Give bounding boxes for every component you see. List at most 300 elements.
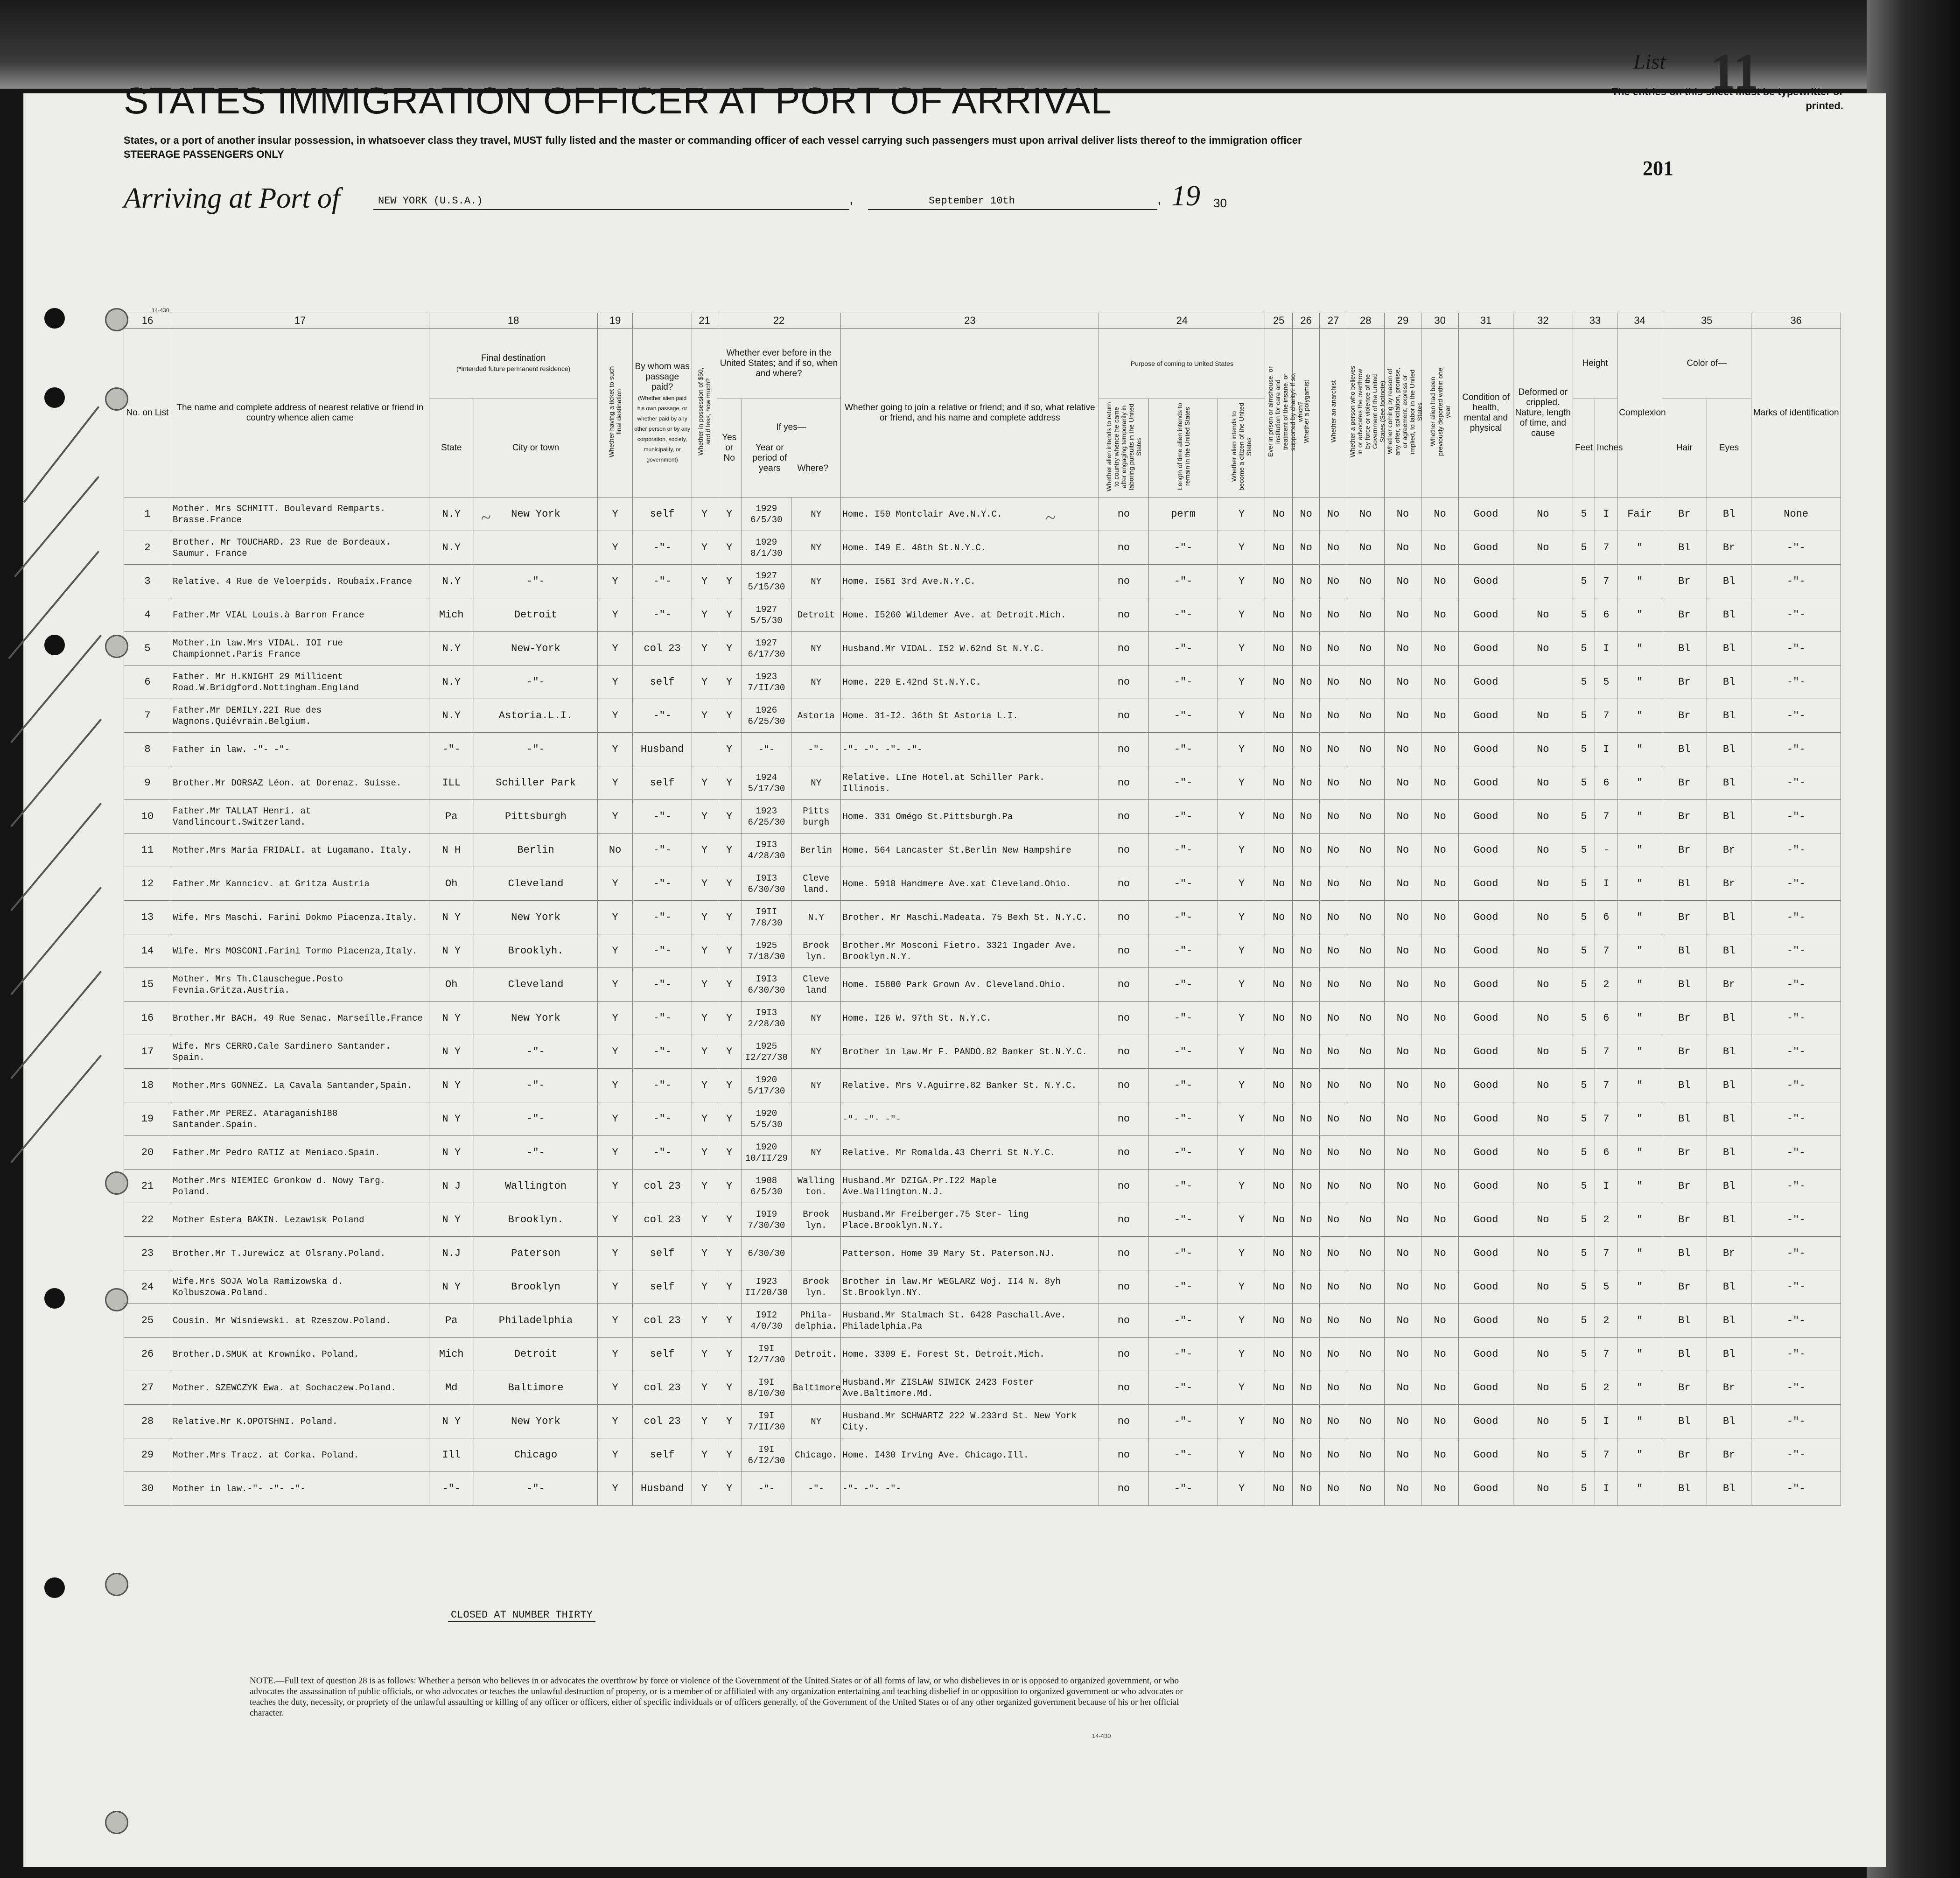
cell-pc: Y bbox=[1218, 1237, 1265, 1270]
cell-contract: No bbox=[1384, 1203, 1421, 1237]
cell-anarch: No bbox=[1320, 666, 1347, 699]
cell-complexion: " bbox=[1617, 1438, 1662, 1472]
cell-pa: no bbox=[1099, 666, 1148, 699]
cell-year: 1929 6/5/30 bbox=[742, 498, 791, 531]
cell-where: NY bbox=[791, 565, 841, 598]
cell-deformed: No bbox=[1513, 1270, 1573, 1304]
cell-feet: 5 bbox=[1573, 598, 1595, 632]
passenger-class: STEERAGE PASSENGERS ONLY bbox=[124, 148, 284, 160]
cell-ticket: Y bbox=[598, 1405, 632, 1438]
cell-money: Y bbox=[692, 1304, 717, 1338]
cell-deport: No bbox=[1421, 934, 1459, 968]
cell-poly: No bbox=[1292, 1472, 1319, 1506]
cell-paid: -"- bbox=[632, 968, 692, 1002]
cell-health: Good bbox=[1459, 1035, 1513, 1069]
col-no-on-list: No. on List bbox=[124, 329, 171, 498]
cell-yn: Y bbox=[717, 1371, 742, 1405]
cell-prison: No bbox=[1265, 766, 1292, 800]
cell-q28: No bbox=[1347, 1136, 1384, 1170]
cell-paid: col 23 bbox=[632, 632, 692, 666]
cell-year: 1929 8/1/30 bbox=[742, 531, 791, 565]
cell-year: I9I3 6/30/30 bbox=[742, 968, 791, 1002]
cell-eyes: Bl bbox=[1707, 1035, 1751, 1069]
cell-paid: Husband bbox=[632, 733, 692, 766]
cell-eyes: Bl bbox=[1707, 1472, 1751, 1506]
cell-deport: No bbox=[1421, 867, 1459, 901]
cell-complexion: " bbox=[1617, 1203, 1662, 1237]
cell-deformed: No bbox=[1513, 934, 1573, 968]
cell-marks: -"- bbox=[1751, 1438, 1841, 1472]
cell-where: Cleve land. bbox=[791, 867, 841, 901]
cell-where: -"- bbox=[791, 733, 841, 766]
cell-health: Good bbox=[1459, 531, 1513, 565]
cell-feet: 5 bbox=[1573, 733, 1595, 766]
cell-relative: Mother. SZEWCZYK Ewa. at Sochaczew.Poland. bbox=[171, 1371, 429, 1405]
cell-marks: -"- bbox=[1751, 699, 1841, 733]
binder-hole bbox=[105, 1811, 128, 1834]
cell-complexion: " bbox=[1617, 1405, 1662, 1438]
cell-complexion: " bbox=[1617, 1102, 1662, 1136]
cell-city: Cleveland bbox=[474, 867, 598, 901]
table-row bbox=[124, 632, 1841, 666]
arriving-label: Arriving at Port of bbox=[124, 182, 340, 214]
cell-health: Good bbox=[1459, 1069, 1513, 1102]
cell-yn: Y bbox=[717, 1170, 742, 1203]
document-title: STATES IMMIGRATION OFFICER AT PORT OF ARRIVAL bbox=[124, 80, 1112, 121]
col-state: State bbox=[429, 399, 474, 498]
cell-pc: Y bbox=[1218, 1102, 1265, 1136]
footnote: NOTE.—Full text of question 28 is as follows: Whether a person who believes in or advocates the overthrow by force or violence of the Government of the United States or of all forms of law, or who disbelieves in or is opposed to organized government, or who advocates the assassination of public officials, or who advocates or teaches the unlawful destruction of property, or is a member of or affiliated with any organization entertaining and teaching disbelief in or opposition to organized government or who advocates or teaches the duty, necessity, or propriety of the unlawful assaulting or killing of any officer or officers, either of specific individuals or of officers generally, of the Government of the United States or of any other organized government because of his or her official character. bbox=[250, 1676, 1183, 1718]
cell-no: 2 bbox=[124, 531, 171, 565]
cell-pb: -"- bbox=[1148, 666, 1218, 699]
cell-deformed: No bbox=[1513, 1102, 1573, 1136]
cell-pc: Y bbox=[1218, 531, 1265, 565]
cell-money: Y bbox=[692, 1035, 717, 1069]
cell-eyes: Bl bbox=[1707, 733, 1751, 766]
cell-poly: No bbox=[1292, 1203, 1319, 1237]
cell-inches: I bbox=[1595, 733, 1617, 766]
cell-deport: No bbox=[1421, 1069, 1459, 1102]
cell-pa: no bbox=[1099, 1102, 1148, 1136]
cell-yn: Y bbox=[717, 498, 742, 531]
cell-deport: No bbox=[1421, 1002, 1459, 1035]
cell-poly: No bbox=[1292, 867, 1319, 901]
cell-pa: no bbox=[1099, 1338, 1148, 1371]
cell-contract: No bbox=[1384, 666, 1421, 699]
manifest-table bbox=[124, 313, 1841, 1506]
table-row bbox=[124, 733, 1841, 766]
cell-marks: -"- bbox=[1751, 1069, 1841, 1102]
cell-feet: 5 bbox=[1573, 867, 1595, 901]
cell-health: Good bbox=[1459, 1338, 1513, 1371]
cell-joining: Home. 220 E.42nd St.N.Y.C. bbox=[841, 666, 1099, 699]
document-subtitle: States, or a port of another insular possession, in whatsoever class they travel, MUST fully listed and the master or commanding officer of each vessel carrying such passengers must upon arrival deliver lists thereof to the immigration officer bbox=[124, 134, 1302, 146]
cell-q28: No bbox=[1347, 934, 1384, 968]
cell-hair: Bl bbox=[1662, 733, 1707, 766]
cell-year: 1925 7/18/30 bbox=[742, 934, 791, 968]
cell-marks: -"- bbox=[1751, 1338, 1841, 1371]
cell-feet: 5 bbox=[1573, 1136, 1595, 1170]
cell-yn: Y bbox=[717, 968, 742, 1002]
table-row bbox=[124, 1237, 1841, 1270]
cell-pb: -"- bbox=[1148, 834, 1218, 867]
cell-anarch: No bbox=[1320, 1304, 1347, 1338]
cell-eyes: Br bbox=[1707, 1438, 1751, 1472]
cell-eyes: Bl bbox=[1707, 1304, 1751, 1338]
cell-contract: No bbox=[1384, 1136, 1421, 1170]
cell-paid: self bbox=[632, 1338, 692, 1371]
cell-q28: No bbox=[1347, 1170, 1384, 1203]
cell-inches: 7 bbox=[1595, 699, 1617, 733]
cell-relative: Father.Mr PEREZ. AtaraganishI88 Santander.Spain. bbox=[171, 1102, 429, 1136]
col-anarchist: Whether an anarchist bbox=[1320, 329, 1347, 498]
cell-ticket: Y bbox=[598, 1102, 632, 1136]
cell-pc: Y bbox=[1218, 1170, 1265, 1203]
cell-pc: Y bbox=[1218, 1035, 1265, 1069]
cell-hair: Br bbox=[1662, 598, 1707, 632]
cell-feet: 5 bbox=[1573, 699, 1595, 733]
cell-city: Chicago bbox=[474, 1438, 598, 1472]
cell-no: 11 bbox=[124, 834, 171, 867]
cell-health: Good bbox=[1459, 1136, 1513, 1170]
col-city: City or town bbox=[474, 399, 598, 498]
cell-state: Mich bbox=[429, 598, 474, 632]
cell-deformed: No bbox=[1513, 1203, 1573, 1237]
cell-complexion: " bbox=[1617, 1270, 1662, 1304]
closed-note: CLOSED AT NUMBER THIRTY bbox=[448, 1609, 595, 1622]
cell-state: N.Y bbox=[429, 666, 474, 699]
cell-poly: No bbox=[1292, 1304, 1319, 1338]
cell-paid: -"- bbox=[632, 699, 692, 733]
cell-deport: No bbox=[1421, 733, 1459, 766]
cell-prison: No bbox=[1265, 1237, 1292, 1270]
cell-pb: -"- bbox=[1148, 800, 1218, 834]
cell-city: Brooklyn. bbox=[474, 1203, 598, 1237]
cell-contract: No bbox=[1384, 565, 1421, 598]
col-health: Condition of health, mental and physical bbox=[1459, 329, 1513, 498]
cell-ticket: Y bbox=[598, 632, 632, 666]
cell-q28: No bbox=[1347, 1270, 1384, 1304]
cell-ticket: Y bbox=[598, 1002, 632, 1035]
handwritten-annotation: ~ bbox=[479, 506, 492, 529]
cell-health: Good bbox=[1459, 968, 1513, 1002]
cell-anarch: No bbox=[1320, 834, 1347, 867]
cell-joining: -"- -"- -"- bbox=[841, 1472, 1099, 1506]
cell-no: 8 bbox=[124, 733, 171, 766]
cell-city: Detroit bbox=[474, 1338, 598, 1371]
cell-health: Good bbox=[1459, 1304, 1513, 1338]
cell-prison: No bbox=[1265, 1405, 1292, 1438]
cell-pc: Y bbox=[1218, 1002, 1265, 1035]
cell-joining: Brother in law.Mr F. PANDO.82 Banker St.N.Y.C. bbox=[841, 1035, 1099, 1069]
cell-feet: 5 bbox=[1573, 632, 1595, 666]
cell-anarch: No bbox=[1320, 1338, 1347, 1371]
cell-no: 17 bbox=[124, 1035, 171, 1069]
cell-inches: I bbox=[1595, 632, 1617, 666]
cell-complexion: " bbox=[1617, 834, 1662, 867]
comma: , bbox=[1157, 191, 1162, 207]
cell-joining: Home. I430 Irving Ave. Chicago.Ill. bbox=[841, 1438, 1099, 1472]
cell-ticket: No bbox=[598, 834, 632, 867]
cell-contract: No bbox=[1384, 968, 1421, 1002]
cell-deformed: No bbox=[1513, 1002, 1573, 1035]
table-row bbox=[124, 1136, 1841, 1170]
cell-prison: No bbox=[1265, 1069, 1292, 1102]
table-row bbox=[124, 1472, 1841, 1506]
cell-deformed: No bbox=[1513, 699, 1573, 733]
binder-hole bbox=[44, 387, 65, 408]
col-final-destination: Final destination (*Intended future permanent residence) bbox=[429, 329, 598, 399]
cell-contract: No bbox=[1384, 1438, 1421, 1472]
cell-health: Good bbox=[1459, 598, 1513, 632]
cell-q28: No bbox=[1347, 531, 1384, 565]
cell-eyes: Br bbox=[1707, 531, 1751, 565]
cell-money: Y bbox=[692, 498, 717, 531]
cell-no: 13 bbox=[124, 901, 171, 934]
cell-year: I9II 7/8/30 bbox=[742, 901, 791, 934]
cell-contract: No bbox=[1384, 1237, 1421, 1270]
cell-yn: Y bbox=[717, 834, 742, 867]
cell-ticket: Y bbox=[598, 666, 632, 699]
cell-city: Brooklyh. bbox=[474, 934, 598, 968]
cell-relative: Mother. Mrs SCHMITT. Boulevard Remparts. Brasse.France bbox=[171, 498, 429, 531]
cell-pa: no bbox=[1099, 1405, 1148, 1438]
cell-health: Good bbox=[1459, 1270, 1513, 1304]
table-row bbox=[124, 699, 1841, 733]
entries-note: The entries on this sheet must be typewritter or printed. bbox=[1611, 86, 1843, 112]
cell-prison: No bbox=[1265, 1438, 1292, 1472]
cell-pc: Y bbox=[1218, 565, 1265, 598]
cell-money bbox=[692, 733, 717, 766]
cell-anarch: No bbox=[1320, 1170, 1347, 1203]
cell-paid: -"- bbox=[632, 800, 692, 834]
cell-year: 1925 I2/27/30 bbox=[742, 1035, 791, 1069]
cell-poly: No bbox=[1292, 901, 1319, 934]
cell-contract: No bbox=[1384, 834, 1421, 867]
cell-state: N Y bbox=[429, 1102, 474, 1136]
cell-yn: Y bbox=[717, 598, 742, 632]
cell-pc: Y bbox=[1218, 666, 1265, 699]
cell-eyes: Br bbox=[1707, 968, 1751, 1002]
cell-money: Y bbox=[692, 1338, 717, 1371]
cell-inches: I bbox=[1595, 867, 1617, 901]
cell-pa: no bbox=[1099, 733, 1148, 766]
cell-complexion: " bbox=[1617, 1237, 1662, 1270]
cell-contract: No bbox=[1384, 1069, 1421, 1102]
cell-pb: -"- bbox=[1148, 766, 1218, 800]
cell-relative: Wife. Mrs Maschi. Farini Dokmo Piacenza.Italy. bbox=[171, 901, 429, 934]
cell-money: Y bbox=[692, 1002, 717, 1035]
cell-year: 6/30/30 bbox=[742, 1237, 791, 1270]
cell-joining: Husband.Mr DZIGA.Pr.I22 Maple Ave.Wallington.N.J. bbox=[841, 1170, 1099, 1203]
cell-hair: Br bbox=[1662, 498, 1707, 531]
cell-money: Y bbox=[692, 632, 717, 666]
cell-pc: Y bbox=[1218, 1304, 1265, 1338]
cell-health: Good bbox=[1459, 565, 1513, 598]
cell-marks: -"- bbox=[1751, 598, 1841, 632]
cell-pb: -"- bbox=[1148, 565, 1218, 598]
cell-q28: No bbox=[1347, 800, 1384, 834]
cell-deformed: No bbox=[1513, 1237, 1573, 1270]
cell-ticket: Y bbox=[598, 1270, 632, 1304]
cell-ticket: Y bbox=[598, 565, 632, 598]
cell-prison: No bbox=[1265, 733, 1292, 766]
cell-prison: No bbox=[1265, 1304, 1292, 1338]
cell-pa: no bbox=[1099, 1203, 1148, 1237]
cell-city: -"- bbox=[474, 1035, 598, 1069]
cell-year: I9I 6/I2/30 bbox=[742, 1438, 791, 1472]
cell-deport: No bbox=[1421, 1237, 1459, 1270]
cell-q28: No bbox=[1347, 498, 1384, 531]
cell-year: 1926 6/25/30 bbox=[742, 699, 791, 733]
cell-pa: no bbox=[1099, 934, 1148, 968]
cell-pb: -"- bbox=[1148, 598, 1218, 632]
cell-hair: Bl bbox=[1662, 968, 1707, 1002]
cell-pa: no bbox=[1099, 901, 1148, 934]
cell-pc: Y bbox=[1218, 1069, 1265, 1102]
table-row bbox=[124, 1371, 1841, 1405]
cell-joining: Home. 564 Lancaster St.Berlin New Hampshire bbox=[841, 834, 1099, 867]
col-yes-no: Yes or No bbox=[717, 399, 742, 498]
cell-contract: No bbox=[1384, 632, 1421, 666]
cell-anarch: No bbox=[1320, 901, 1347, 934]
cell-relative: Relative.Mr K.OPOTSHNI. Poland. bbox=[171, 1405, 429, 1438]
cell-ticket: Y bbox=[598, 733, 632, 766]
table-row bbox=[124, 1102, 1841, 1136]
cell-hair: Br bbox=[1662, 1438, 1707, 1472]
cell-money: Y bbox=[692, 699, 717, 733]
cell-no: 18 bbox=[124, 1069, 171, 1102]
cell-hair: Bl bbox=[1662, 632, 1707, 666]
cell-city: Berlin bbox=[474, 834, 598, 867]
manifest-rows bbox=[124, 498, 1841, 1506]
cell-anarch: No bbox=[1320, 1035, 1347, 1069]
cell-marks: -"- bbox=[1751, 1203, 1841, 1237]
cell-paid: -"- bbox=[632, 1136, 692, 1170]
cell-ticket: Y bbox=[598, 1035, 632, 1069]
cell-hair: Br bbox=[1662, 666, 1707, 699]
cell-paid: -"- bbox=[632, 565, 692, 598]
cell-prison: No bbox=[1265, 1136, 1292, 1170]
cell-state: N Y bbox=[429, 934, 474, 968]
cell-joining: Brother. Mr Maschi.Madeata. 75 Bexh St. N.Y.C. bbox=[841, 901, 1099, 934]
cell-ticket: Y bbox=[598, 1371, 632, 1405]
cell-inches: 5 bbox=[1595, 1270, 1617, 1304]
cell-money: Y bbox=[692, 1237, 717, 1270]
table-row bbox=[124, 598, 1841, 632]
col-hair: Hair bbox=[1662, 399, 1707, 498]
cell-poly: No bbox=[1292, 968, 1319, 1002]
cell-relative: Father. Mr H.KNIGHT 29 Millicent Road.W.Bridgford.Nottingham.England bbox=[171, 666, 429, 699]
cell-where: NY bbox=[791, 1069, 841, 1102]
cell-joining: Home. I5260 Wildemer Ave. at Detroit.Mich. bbox=[841, 598, 1099, 632]
cell-hair: Br bbox=[1662, 1136, 1707, 1170]
cell-where bbox=[791, 1102, 841, 1136]
cell-ticket: Y bbox=[598, 766, 632, 800]
cell-pc: Y bbox=[1218, 901, 1265, 934]
cell-poly: No bbox=[1292, 766, 1319, 800]
cell-inches: 7 bbox=[1595, 1438, 1617, 1472]
binder-hole bbox=[105, 1573, 128, 1596]
date-field: September 10th bbox=[929, 195, 1015, 207]
cell-q28: No bbox=[1347, 1203, 1384, 1237]
binder-hole bbox=[44, 308, 65, 329]
cell-yn: Y bbox=[717, 531, 742, 565]
cell-inches: 5 bbox=[1595, 666, 1617, 699]
binder-hole bbox=[44, 1577, 65, 1598]
cell-feet: 5 bbox=[1573, 968, 1595, 1002]
cell-state: N Y bbox=[429, 1136, 474, 1170]
cell-inches: 2 bbox=[1595, 968, 1617, 1002]
cell-state: N Y bbox=[429, 901, 474, 934]
cell-complexion: " bbox=[1617, 1338, 1662, 1371]
cell-hair: Br bbox=[1662, 800, 1707, 834]
cell-relative: Brother.Mr BACH. 49 Rue Senac. Marseille.France bbox=[171, 1002, 429, 1035]
cell-marks: -"- bbox=[1751, 1237, 1841, 1270]
cell-complexion: " bbox=[1617, 598, 1662, 632]
cell-health: Good bbox=[1459, 733, 1513, 766]
cell-q28: No bbox=[1347, 1102, 1384, 1136]
cell-marks: -"- bbox=[1751, 1035, 1841, 1069]
cell-city: New-York bbox=[474, 632, 598, 666]
cell-deformed: No bbox=[1513, 498, 1573, 531]
cell-contract: No bbox=[1384, 1002, 1421, 1035]
cell-city: Philadelphia bbox=[474, 1304, 598, 1338]
cell-health: Good bbox=[1459, 666, 1513, 699]
cell-deport: No bbox=[1421, 565, 1459, 598]
cell-q28: No bbox=[1347, 1405, 1384, 1438]
cell-prison: No bbox=[1265, 901, 1292, 934]
cell-poly: No bbox=[1292, 1338, 1319, 1371]
cell-feet: 5 bbox=[1573, 531, 1595, 565]
cell-hair: Br bbox=[1662, 901, 1707, 934]
cell-no: 22 bbox=[124, 1203, 171, 1237]
cell-feet: 5 bbox=[1573, 1405, 1595, 1438]
cell-q28: No bbox=[1347, 733, 1384, 766]
cell-hair: Bl bbox=[1662, 1472, 1707, 1506]
cell-marks: -"- bbox=[1751, 766, 1841, 800]
cell-city: Pittsburgh bbox=[474, 800, 598, 834]
col-passage-paid: By whom was passage paid? (Whether alien paid his own passage, or whether paid by any other person or by any corporation, society, municipality, or government) bbox=[632, 329, 692, 498]
cell-hair: Br bbox=[1662, 1035, 1707, 1069]
col-prison: Ever in prison or almshouse, or institution for care and treatment of the insane, or supported by charity? If so, which? bbox=[1265, 329, 1292, 498]
cell-eyes: Br bbox=[1707, 1237, 1751, 1270]
cell-deport: No bbox=[1421, 632, 1459, 666]
cell-where: NY bbox=[791, 1002, 841, 1035]
cell-no: 25 bbox=[124, 1304, 171, 1338]
cell-state: -"- bbox=[429, 1472, 474, 1506]
cell-marks: -"- bbox=[1751, 867, 1841, 901]
cell-contract: No bbox=[1384, 598, 1421, 632]
cell-no: 16 bbox=[124, 1002, 171, 1035]
cell-ticket: Y bbox=[598, 1338, 632, 1371]
cell-complexion: " bbox=[1617, 1002, 1662, 1035]
cell-city: -"- bbox=[474, 1472, 598, 1506]
cell-anarch: No bbox=[1320, 1237, 1347, 1270]
cell-relative: Mother.Mrs GONNEZ. La Cavala Santander,Spain. bbox=[171, 1069, 429, 1102]
cell-ticket: Y bbox=[598, 1170, 632, 1203]
cell-marks: -"- bbox=[1751, 666, 1841, 699]
cell-complexion: " bbox=[1617, 1136, 1662, 1170]
cell-complexion: " bbox=[1617, 901, 1662, 934]
cell-deformed: No bbox=[1513, 867, 1573, 901]
comma: , bbox=[849, 191, 854, 207]
cell-eyes: Br bbox=[1707, 834, 1751, 867]
cell-city: Schiller Park bbox=[474, 766, 598, 800]
cell-relative: Father in law. -"- -"- bbox=[171, 733, 429, 766]
cell-city: -"- bbox=[474, 1136, 598, 1170]
cell-no: 28 bbox=[124, 1405, 171, 1438]
